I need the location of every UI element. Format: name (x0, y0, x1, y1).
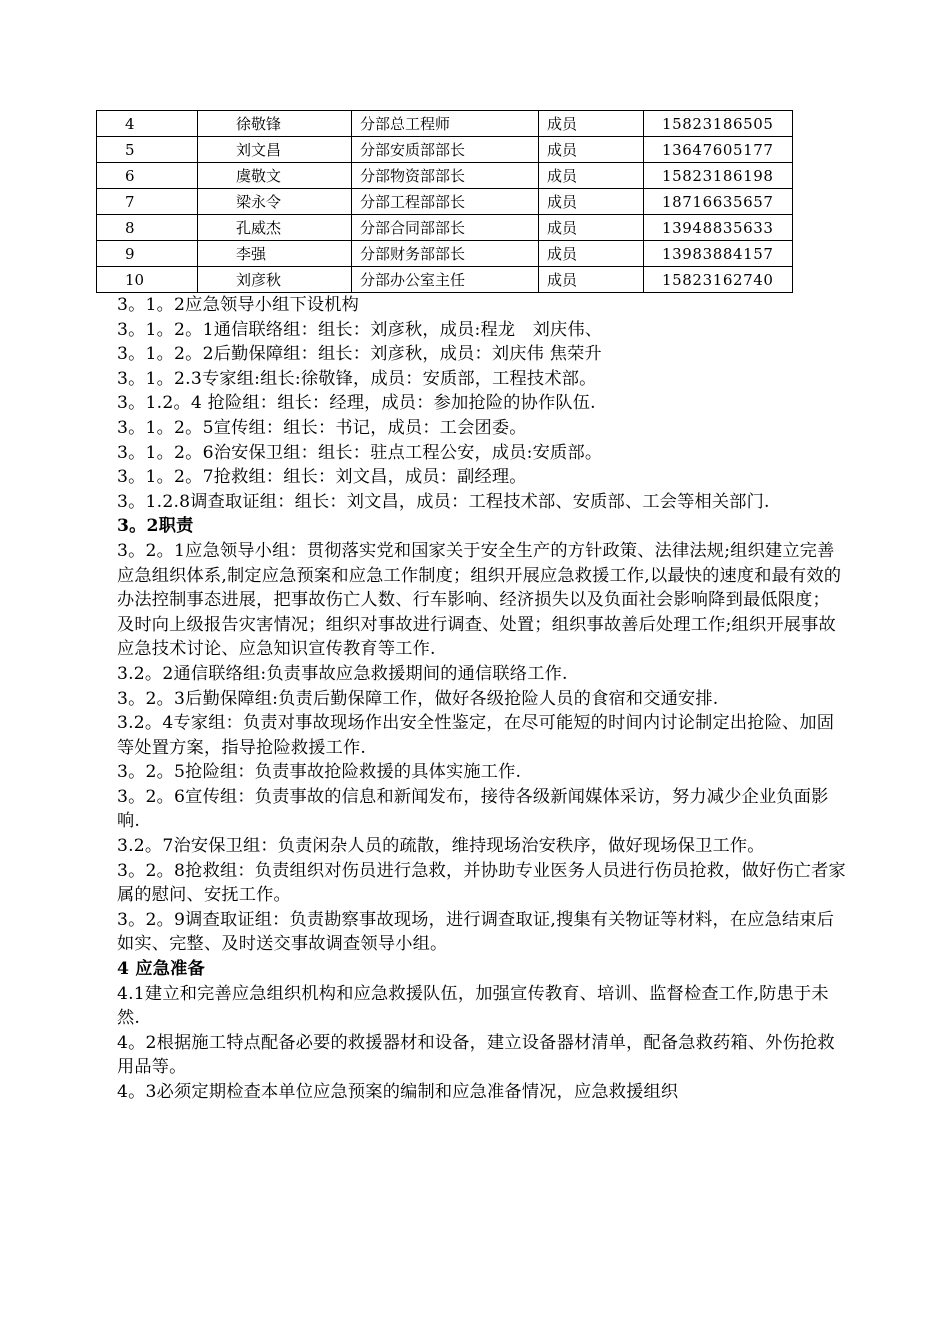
member-position: 分部合同部部长 (352, 215, 539, 241)
section-heading-4: 4 应急准备 (117, 959, 205, 980)
member-role: 成员 (539, 215, 644, 241)
paragraph-expert-group: 3。1。2.3专家组:组长:徐敬锋，成员：安质部，工程技术部。 (117, 368, 597, 389)
table-row (97, 163, 793, 189)
section-heading-3-1-2: 3。1。2应急领导小组下设机构 (117, 295, 360, 315)
paragraph-duty-security: 3.2。7治安保卫组：负责闲杂人员的疏散，维持现场治安秩序，做好现场保卫工作。 (117, 836, 765, 857)
member-role: 成员 (539, 111, 644, 137)
paragraph-duty-investigation: 3。2。9调查取证组：负责勘察事故现场，进行调查取证,搜集有关物证等材料，在应急结束后如实、完整、及时送交事故调查领导小组。 (117, 909, 835, 955)
document-page (117, 110, 847, 1105)
paragraph-security-group: 3。1。2。6治安保卫组：组长：驻点工程公安，成员:安质部。 (117, 442, 603, 463)
section-heading-3-2: 3。2职责 (117, 516, 194, 537)
document-body (117, 293, 847, 1105)
table-row (97, 189, 793, 215)
member-position: 分部工程部部长 (352, 189, 539, 215)
member-phone: 13983884157 (644, 241, 793, 267)
member-name: 刘文昌 (198, 137, 352, 163)
paragraph-rescue-group: 3。1.2。4 抢险组：组长：经理，成员：参加抢险的协作队伍. (117, 393, 596, 414)
member-role: 成员 (539, 163, 644, 189)
table-row (97, 215, 793, 241)
paragraph-duty-communication: 3.2。2通信联络组:负责事故应急救援期间的通信联络工作. (117, 663, 568, 684)
member-phone: 13647605177 (644, 137, 793, 163)
member-phone: 13948835633 (644, 215, 793, 241)
member-name: 孔威杰 (198, 215, 352, 241)
paragraph-duty-publicity: 3。2。6宣传组：负责事故的信息和新闻发布，接待各级新闻媒体采访，努力减少企业负面影响. (117, 786, 829, 832)
member-name: 虞敬文 (198, 163, 352, 189)
paragraph-prep-4-2: 4。2根据施工特点配备必要的救援器材和设备，建立设备器材清单，配备急救药箱、外伤抢救用品等。 (117, 1032, 835, 1078)
member-phone: 15823186198 (644, 163, 793, 189)
row-number: 4 (97, 111, 198, 137)
paragraph-duty-rescue: 3。2。5抢险组：负责事故抢险救援的具体实施工作. (117, 762, 522, 783)
row-number: 7 (97, 189, 198, 215)
paragraph-logistics-group: 3。1。2。2后勤保障组：组长：刘彦秋，成员：刘庆伟 焦荣升 (117, 344, 602, 365)
paragraph-duty-first-aid: 3。2。8抢救组：负责组织对伤员进行急救，并协助专业医务人员进行伤员抢救，做好伤亡者家属的慰问、安抚工作。 (117, 860, 846, 906)
table-row (97, 111, 793, 137)
paragraph-prep-4-1: 4.1建立和完善应急组织机构和应急救援队伍，加强宣传教育、培训、监督检查工作,防患于未然. (117, 983, 829, 1029)
paragraph-first-aid-group: 3。1。2。7抢救组：组长：刘文昌，成员：副经理。 (117, 467, 527, 488)
table-row (97, 267, 793, 293)
row-number: 9 (97, 241, 198, 267)
member-name: 刘彦秋 (198, 267, 352, 293)
member-position: 分部总工程师 (352, 111, 539, 137)
members-table (96, 110, 793, 293)
row-number: 5 (97, 137, 198, 163)
paragraph-prep-4-3: 4。3必须定期检查本单位应急预案的编制和应急准备情况，应急救援组织 (117, 1082, 679, 1102)
member-name: 徐敬锋 (198, 111, 352, 137)
member-role: 成员 (539, 189, 644, 215)
paragraph-publicity-group: 3。1。2。5宣传组：组长：书记，成员：工会团委。 (117, 417, 527, 438)
member-position: 分部财务部部长 (352, 241, 539, 267)
table-row (97, 241, 793, 267)
member-role: 成员 (539, 241, 644, 267)
row-number: 10 (97, 267, 198, 293)
paragraph-duty-expert: 3.2。4专家组：负责对事故现场作出安全性鉴定，在尽可能短的时间内讨论制定出抢险、加固等处置方案，指导抢险救援工作. (117, 713, 835, 758)
member-position: 分部办公室主任 (352, 267, 539, 293)
row-number: 8 (97, 215, 198, 241)
member-phone: 15823162740 (644, 267, 793, 293)
member-position: 分部物资部部长 (352, 163, 539, 189)
member-name: 梁永令 (198, 189, 352, 215)
paragraph-investigation-group: 3。1.2.8调查取证组：组长：刘文昌，成员：工程技术部、安质部、工会等相关部门. (117, 491, 770, 512)
row-number: 6 (97, 163, 198, 189)
member-role: 成员 (539, 267, 644, 293)
member-position: 分部安质部部长 (352, 137, 539, 163)
member-phone: 15823186505 (644, 111, 793, 137)
paragraph-duty-leadership: 3。2。1应急领导小组：贯彻落实党和国家关于安全生产的方针政策、法律法规;组织建立完善应急组织体系,制定应急预案和应急工作制度；组织开展应急救援工作,以最快的速度和最有效的办法控制事态进展，把事故伤亡人数、行车影响、经济损失以及负面社会影响降到最低限度；及时向上级报告灾害情况；组织对事故进行调查、处置；组织事故善后处理工作;组织开展事故应急技术讨论、应急知识宣传教育等工作. (117, 540, 842, 660)
paragraph-duty-logistics: 3。2。3后勤保障组:负责后勤保障工作，做好各级抢险人员的食宿和交通安排. (117, 688, 719, 709)
member-name: 李强 (198, 241, 352, 267)
table-row (97, 137, 793, 163)
member-phone: 18716635657 (644, 189, 793, 215)
member-role: 成员 (539, 137, 644, 163)
paragraph-communication-group: 3。1。2。1通信联络组：组长：刘彦秋，成员:程龙 刘庆伟、 (117, 319, 603, 340)
